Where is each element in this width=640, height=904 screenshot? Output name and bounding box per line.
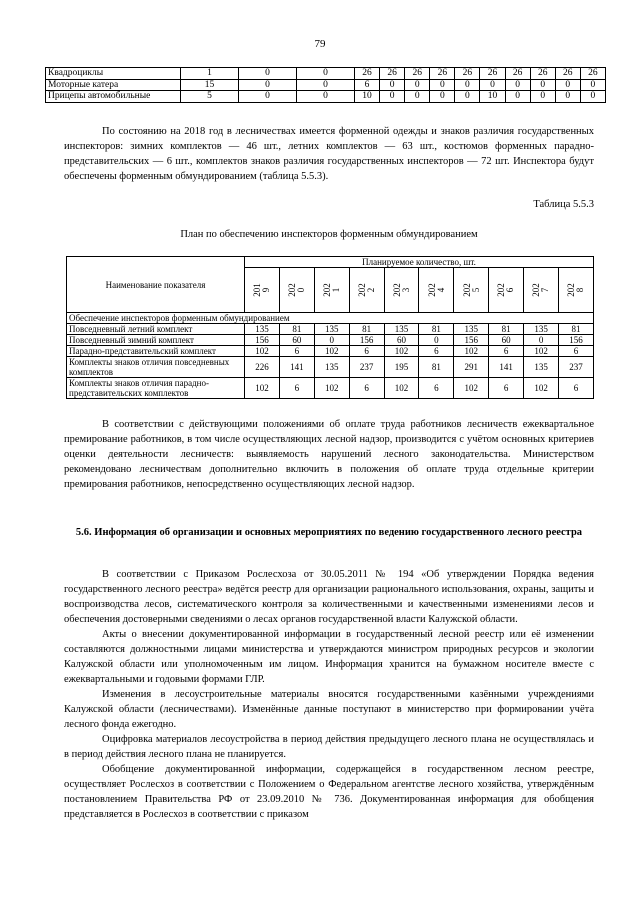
- table-cell: 0: [314, 335, 349, 346]
- section-label: Обеспечение инспекторов форменным обмундированием: [67, 313, 594, 324]
- table-cell: 6: [419, 378, 454, 399]
- year-label: 202 3: [391, 283, 411, 297]
- table-cell: 6: [559, 378, 594, 399]
- body-paragraph: Акты о внесении документированной информации в государственный лесной реестр или её изменении составляются должностными лицами министерства и утверждаются министром природных ресурсов и экологии Калужской области или уполномоченным им лицом. Информация хранится на бумажном носителе вместе с ежеквартальными и годовыми формами ГЛР.: [64, 629, 594, 685]
- table-cell: 0: [419, 335, 454, 346]
- table-cell: 0: [580, 91, 605, 103]
- year-label: 202 6: [496, 283, 516, 297]
- table-cell: 102: [524, 346, 559, 357]
- year-label: 202 1: [321, 283, 341, 297]
- table-cell: 10: [480, 91, 505, 103]
- table-cell: 60: [384, 335, 419, 346]
- year-header: [454, 268, 489, 313]
- table-cell: 135: [245, 324, 280, 335]
- table-cell: 102: [454, 346, 489, 357]
- table-cell: 102: [314, 346, 349, 357]
- table-cell: 60: [279, 335, 314, 346]
- table-cell: 26: [480, 68, 505, 80]
- table-row: [67, 335, 594, 346]
- row-name: Повседневный летний комплект: [67, 324, 245, 335]
- uniform-status-paragraph: По состоянию на 2018 год в лесничествах имеется форменной одежды и знаков различия государственных инспекторов: зимних комплектов — 46 шт., летних комплектов — 63 шт., костюмов форменных парадно-представительских — 6 шт., комплектов знаков различия государственных инспекторов — 72 шт. Инспектора будут обеспечены форменным обмундированием (таблица 5.5.3).: [64, 126, 594, 182]
- table-row: [46, 91, 606, 103]
- table-cell: 6: [559, 346, 594, 357]
- table-cell: 226: [245, 357, 280, 378]
- table-cell: 26: [430, 68, 455, 80]
- table-cell: 26: [380, 68, 405, 80]
- page-number: 79: [314, 38, 326, 50]
- table-cell: 0: [505, 79, 530, 91]
- table-cell: 5: [181, 91, 239, 103]
- table-cell: 0: [455, 91, 480, 103]
- table-cell: 0: [297, 91, 355, 103]
- table-cell: 81: [559, 324, 594, 335]
- table-cell: 135: [384, 324, 419, 335]
- table-cell: 15: [181, 79, 239, 91]
- table-cell: 26: [405, 68, 430, 80]
- table-cell: 135: [524, 357, 559, 378]
- table-cell: 60: [489, 335, 524, 346]
- table-cell: 135: [524, 324, 559, 335]
- year-header: [245, 268, 280, 313]
- table-cell: 0: [297, 79, 355, 91]
- row-name: Моторные катера: [46, 79, 181, 91]
- table-cell: 0: [524, 335, 559, 346]
- row-name: Комплекты знаков отличия парадно-представительских комплектов: [67, 378, 245, 399]
- table-row: [67, 357, 594, 378]
- equipment-table-continued: [45, 67, 606, 103]
- table-cell: 102: [384, 378, 419, 399]
- year-header: [524, 268, 559, 313]
- table-cell: 0: [480, 79, 505, 91]
- table-cell: 81: [419, 324, 454, 335]
- table-cell: 6: [349, 378, 384, 399]
- year-header: [419, 268, 454, 313]
- table-cell: 102: [524, 378, 559, 399]
- table-cell: 0: [239, 91, 297, 103]
- table-cell: 156: [559, 335, 594, 346]
- year-label: 202 4: [426, 283, 446, 297]
- table-cell: 0: [530, 79, 555, 91]
- table-cell: 1: [181, 68, 239, 80]
- bonus-paragraph: В соответствии с действующими положениями об оплате труда работников лесничеств ежеквартальное премирование работников, в том числе осуществляющих лесной надзор, производится с учётом основных критериев оценки деятельности лесничеств: выявляемость нарушений лесного законодательства. Министерством рекомендовано лесничествам дополнительно включить в положения об оплате труда отдельные критерии премирования работников, непосредственно осуществляющих лесной надзор.: [64, 419, 594, 490]
- table-row: [46, 68, 606, 80]
- table-cell: 0: [555, 91, 580, 103]
- table-cell: 26: [505, 68, 530, 80]
- year-header: [559, 268, 594, 313]
- table-cell: 291: [454, 357, 489, 378]
- table-cell: 0: [580, 79, 605, 91]
- table-cell: 26: [555, 68, 580, 80]
- registry-text: [64, 567, 594, 822]
- table-cell: 81: [349, 324, 384, 335]
- table-cell: 26: [455, 68, 480, 80]
- table-cell: 0: [380, 91, 405, 103]
- table-cell: 6: [349, 346, 384, 357]
- uniform-plan-table: [66, 256, 594, 399]
- table-cell: 156: [454, 335, 489, 346]
- body-paragraph: В соответствии с Приказом Рослесхоза от 30.05.2011 № 194 «Об утверждении Порядка ведения государственного лесного реестра» ведётся реестр для организации рационального использования, охраны, защиты и воспроизводства лесов, систематического контроля за количественными и качественными изменениями лесов и обеспечения достоверными сведениями о лесах органов государственной власти Калужской области.: [64, 569, 594, 625]
- planned-header: Планируемое количество, шт.: [245, 257, 594, 268]
- table-cell: 0: [380, 79, 405, 91]
- table-cell: 0: [430, 79, 455, 91]
- table-cell: 237: [349, 357, 384, 378]
- table-cell: 102: [245, 378, 280, 399]
- table-cell: 102: [454, 378, 489, 399]
- table-cell: 81: [419, 357, 454, 378]
- table-cell: 0: [555, 79, 580, 91]
- table-cell: 237: [559, 357, 594, 378]
- table-cell: 0: [530, 91, 555, 103]
- table-cell: 156: [245, 335, 280, 346]
- table-cell: 102: [314, 378, 349, 399]
- body-paragraph: Обобщение документированной информации, содержащейся в государственном лесном реестре, осуществляет Рослесхоз в соответствии с Положением о Федеральном агентстве лесного хозяйства, утверждённым постановлением Правительства РФ от 23.09.2010 № 736. Документированная информация для обобщения представляется в Рослесхоз в соответствии с приказом: [64, 764, 594, 820]
- table-cell: 6: [419, 346, 454, 357]
- table-row: [67, 378, 594, 399]
- table-row: [46, 79, 606, 91]
- table-cell: 26: [580, 68, 605, 80]
- table-cell: 135: [314, 324, 349, 335]
- table-cell: 6: [489, 378, 524, 399]
- year-label: 201 9: [251, 283, 271, 297]
- col-name-header: Наименование показателя: [67, 257, 245, 313]
- table-title: План по обеспечению инспекторов форменным обмундированием: [180, 229, 478, 240]
- table-cell: 6: [279, 378, 314, 399]
- row-name: Парадно-представительский комплект: [67, 346, 245, 357]
- table-cell: 156: [349, 335, 384, 346]
- year-header: [384, 268, 419, 313]
- table-cell: 141: [279, 357, 314, 378]
- row-name: Повседневный зимний комплект: [67, 335, 245, 346]
- row-name: Квадроциклы: [46, 68, 181, 80]
- table-cell: 81: [279, 324, 314, 335]
- year-header: [349, 268, 384, 313]
- year-label: 202 5: [461, 283, 481, 297]
- table-cell: 141: [489, 357, 524, 378]
- table-cell: 0: [297, 68, 355, 80]
- table-cell: 0: [405, 91, 430, 103]
- body-paragraph: Оцифровка материалов лесоустройства в период действия предыдущего лесного плана не осуществлялась и в период действия лесного плана не планируется.: [64, 734, 594, 760]
- table-cell: 0: [430, 91, 455, 103]
- table-cell: 81: [489, 324, 524, 335]
- table-cell: 6: [355, 79, 380, 91]
- table-cell: 102: [245, 346, 280, 357]
- row-name: Прицепы автомобильные: [46, 91, 181, 103]
- year-header: [489, 268, 524, 313]
- table-label: Таблица 5.5.3: [533, 199, 594, 210]
- table-cell: 10: [355, 91, 380, 103]
- year-label: 202 8: [566, 283, 585, 297]
- table-cell: 0: [505, 91, 530, 103]
- table-cell: 135: [454, 324, 489, 335]
- table-cell: 0: [455, 79, 480, 91]
- table-cell: 0: [239, 68, 297, 80]
- table-cell: 26: [530, 68, 555, 80]
- year-label: 202 0: [286, 283, 306, 297]
- table-row: [67, 346, 594, 357]
- table-cell: 195: [384, 357, 419, 378]
- section-row: [67, 313, 594, 324]
- table-cell: 0: [405, 79, 430, 91]
- year-label: 202 7: [531, 283, 551, 297]
- body-paragraph: Изменения в лесоустроительные материалы вносятся государственными казёнными учреждениями Калужской области (лесничествами). Изменённые данные поступают в министерство при формировании учёта лесного фонда ежегодно.: [64, 689, 594, 730]
- table-cell: 26: [355, 68, 380, 80]
- year-label: 202 2: [356, 283, 376, 297]
- table-cell: 0: [239, 79, 297, 91]
- year-header: [279, 268, 314, 313]
- table-cell: 6: [279, 346, 314, 357]
- table-row: [67, 324, 594, 335]
- row-name: Комплекты знаков отличия повседневных комплектов: [67, 357, 245, 378]
- table-cell: 135: [314, 357, 349, 378]
- year-header: [314, 268, 349, 313]
- section-heading: 5.6. Информация об организации и основных мероприятиях по ведению государственного лесного реестра: [75, 527, 583, 538]
- table-cell: 102: [384, 346, 419, 357]
- table-cell: 6: [489, 346, 524, 357]
